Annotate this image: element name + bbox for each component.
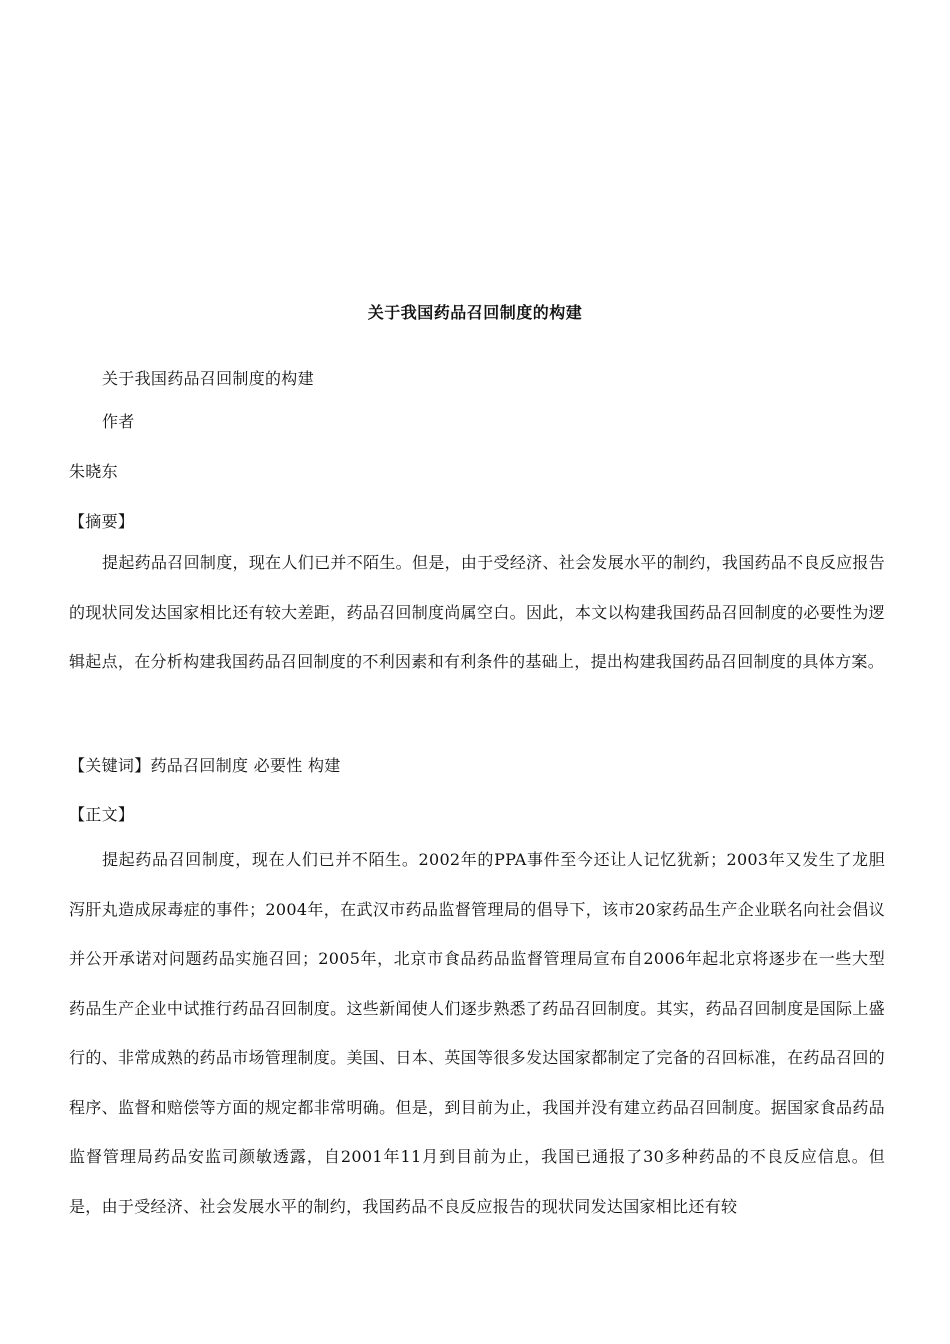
body-heading: 【正文】 bbox=[69, 805, 135, 824]
document-title: 关于我国药品召回制度的构建 bbox=[367, 303, 583, 322]
abstract-heading: 【摘要】 bbox=[69, 512, 135, 531]
author-label: 作者 bbox=[102, 412, 135, 431]
abstract-paragraph: 提起药品召回制度，现在人们已并不陌生。但是，由于受经济、社会发展水平的制约，我国药品不良反应报告的现状同发达国家相比还有较大差距，药品召回制度尚属空白。因此，本文以构建我国药品召回制度的必要性为逻辑起点，在分析构建我国药品召回制度的不利因素和有利条件的基础上，提出构建我国药品召回制度的具体方案。 bbox=[69, 553, 885, 671]
document-subtitle: 关于我国药品召回制度的构建 bbox=[102, 369, 314, 388]
body-paragraph: 提起药品召回制度，现在人们已并不陌生。2002年的PPA事件至今还让人记忆犹新；2003年又发生了龙胆泻肝丸造成尿毒症的事件；2004年，在武汉市药品监督管理局的倡导下，该市20家药品生产企业联名向社会倡议并公开承诺对问题药品实施召回；2005年，北京市食品药品监督管理局宣布自2006年起北京将逐步在一些大型药品生产企业中试推行药品召回制度。这些新闻使人们逐步熟悉了药品召回制度。其实，药品召回制度是国际上盛行的、非常成熟的药品市场管理制度。美国、日本、英国等很多发达国家都制定了完备的召回标准，在药品召回的程序、监督和赔偿等方面的规定都非常明确。但是，到目前为止，我国并没有建立药品召回制度。据国家食品药品监督管理局药品安监司颜敏透露，自2001年11月到目前为止，我国已通报了30多种药品的不良反应信息。但是，由于受经济、社会发展水平的制约，我国药品不良反应报告的现状同发达国家相比还有较 bbox=[69, 850, 885, 1216]
author-name: 朱晓东 bbox=[69, 462, 118, 481]
keywords-line: 【关键词】药品召回制度 必要性 构建 bbox=[69, 756, 341, 775]
